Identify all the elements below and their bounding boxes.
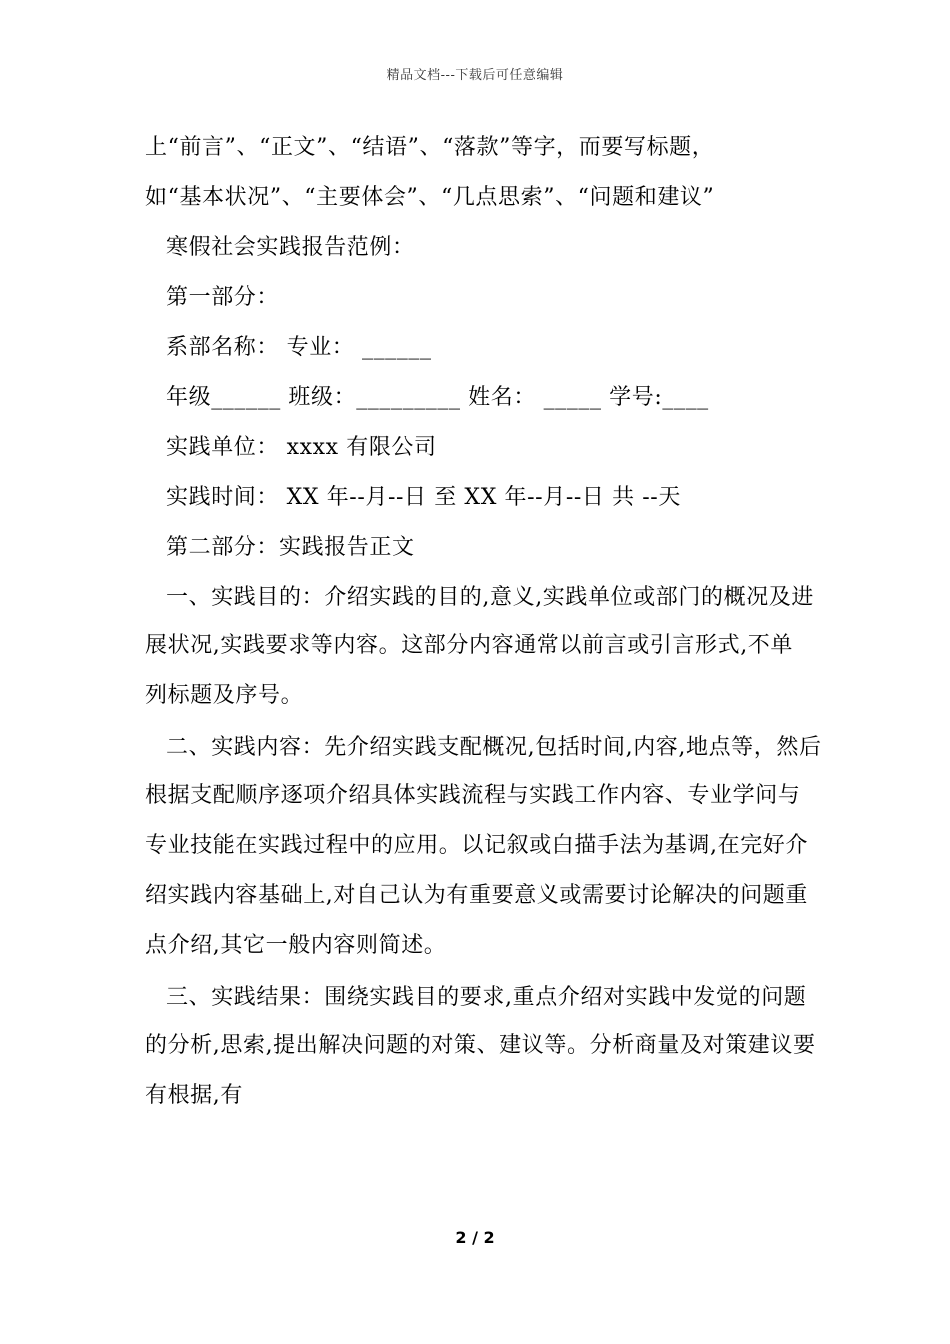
body-line-continuation-1: 上“前言”、“正文”、“结语”、“落款”等字，而要写标题， <box>145 135 715 160</box>
section-two-paragraph-line-4: 绍实践内容基础上,对自己认为有重要意义或需要讨论解决的问题重 <box>145 883 808 908</box>
section-one-paragraph-line-1: 一、实践目的：介绍实践的目的,意义,实践单位或部门的概况及进 <box>166 585 814 610</box>
body-line-continuation-2: 如“基本状况”、“主要体会”、“几点思索”、“问题和建议” <box>145 185 715 210</box>
practice-unit-line: 实践单位： xxxx 有限公司 <box>166 435 437 460</box>
practice-time-line: 实践时间： XX 年--月--日 至 XX 年--月--日 共 --天 <box>166 485 681 510</box>
page-header: 精品文档---下载后可任意编辑 <box>386 68 564 83</box>
part-one-heading: 第一部分： <box>166 285 280 310</box>
section-one-paragraph-line-3: 列标题及序号。 <box>145 683 304 708</box>
section-one-paragraph-line-2: 展状况,实践要求等内容。这部分内容通常以前言或引言形式,不单 <box>145 633 793 658</box>
page-number: 2 / 2 <box>455 1228 495 1247</box>
department-field-line: 系部名称： 专业： ______ <box>166 335 432 360</box>
grade-class-name-id-line: 年级______ 班级：_________ 姓名： _____ 学号:____ <box>166 385 709 410</box>
section-three-paragraph-line-3: 有根据,有 <box>145 1083 243 1108</box>
section-two-paragraph-line-2: 根据支配顺序逐项介绍具体实践流程与实践工作内容、专业学问与 <box>145 783 801 808</box>
section-three-paragraph-line-2: 的分析,思索,提出解决问题的对策、建议等。分析商量及对策建议要 <box>145 1033 816 1058</box>
section-two-paragraph-line-5: 点介绍,其它一般内容则简述。 <box>145 933 447 958</box>
section-two-paragraph-line-1: 二、实践内容：先介绍实践支配概况,包括时间,内容,地点等，然后 <box>166 735 822 760</box>
example-heading: 寒假社会实践报告范例： <box>166 235 415 260</box>
section-two-paragraph-line-3: 专业技能在实践过程中的应用。以记叙或白描手法为基调,在完好介 <box>145 833 808 858</box>
section-three-paragraph-line-1: 三、实践结果：围绕实践目的要求,重点介绍对实践中发觉的问题 <box>166 985 807 1010</box>
part-two-heading: 第二部分：实践报告正文 <box>166 535 415 560</box>
